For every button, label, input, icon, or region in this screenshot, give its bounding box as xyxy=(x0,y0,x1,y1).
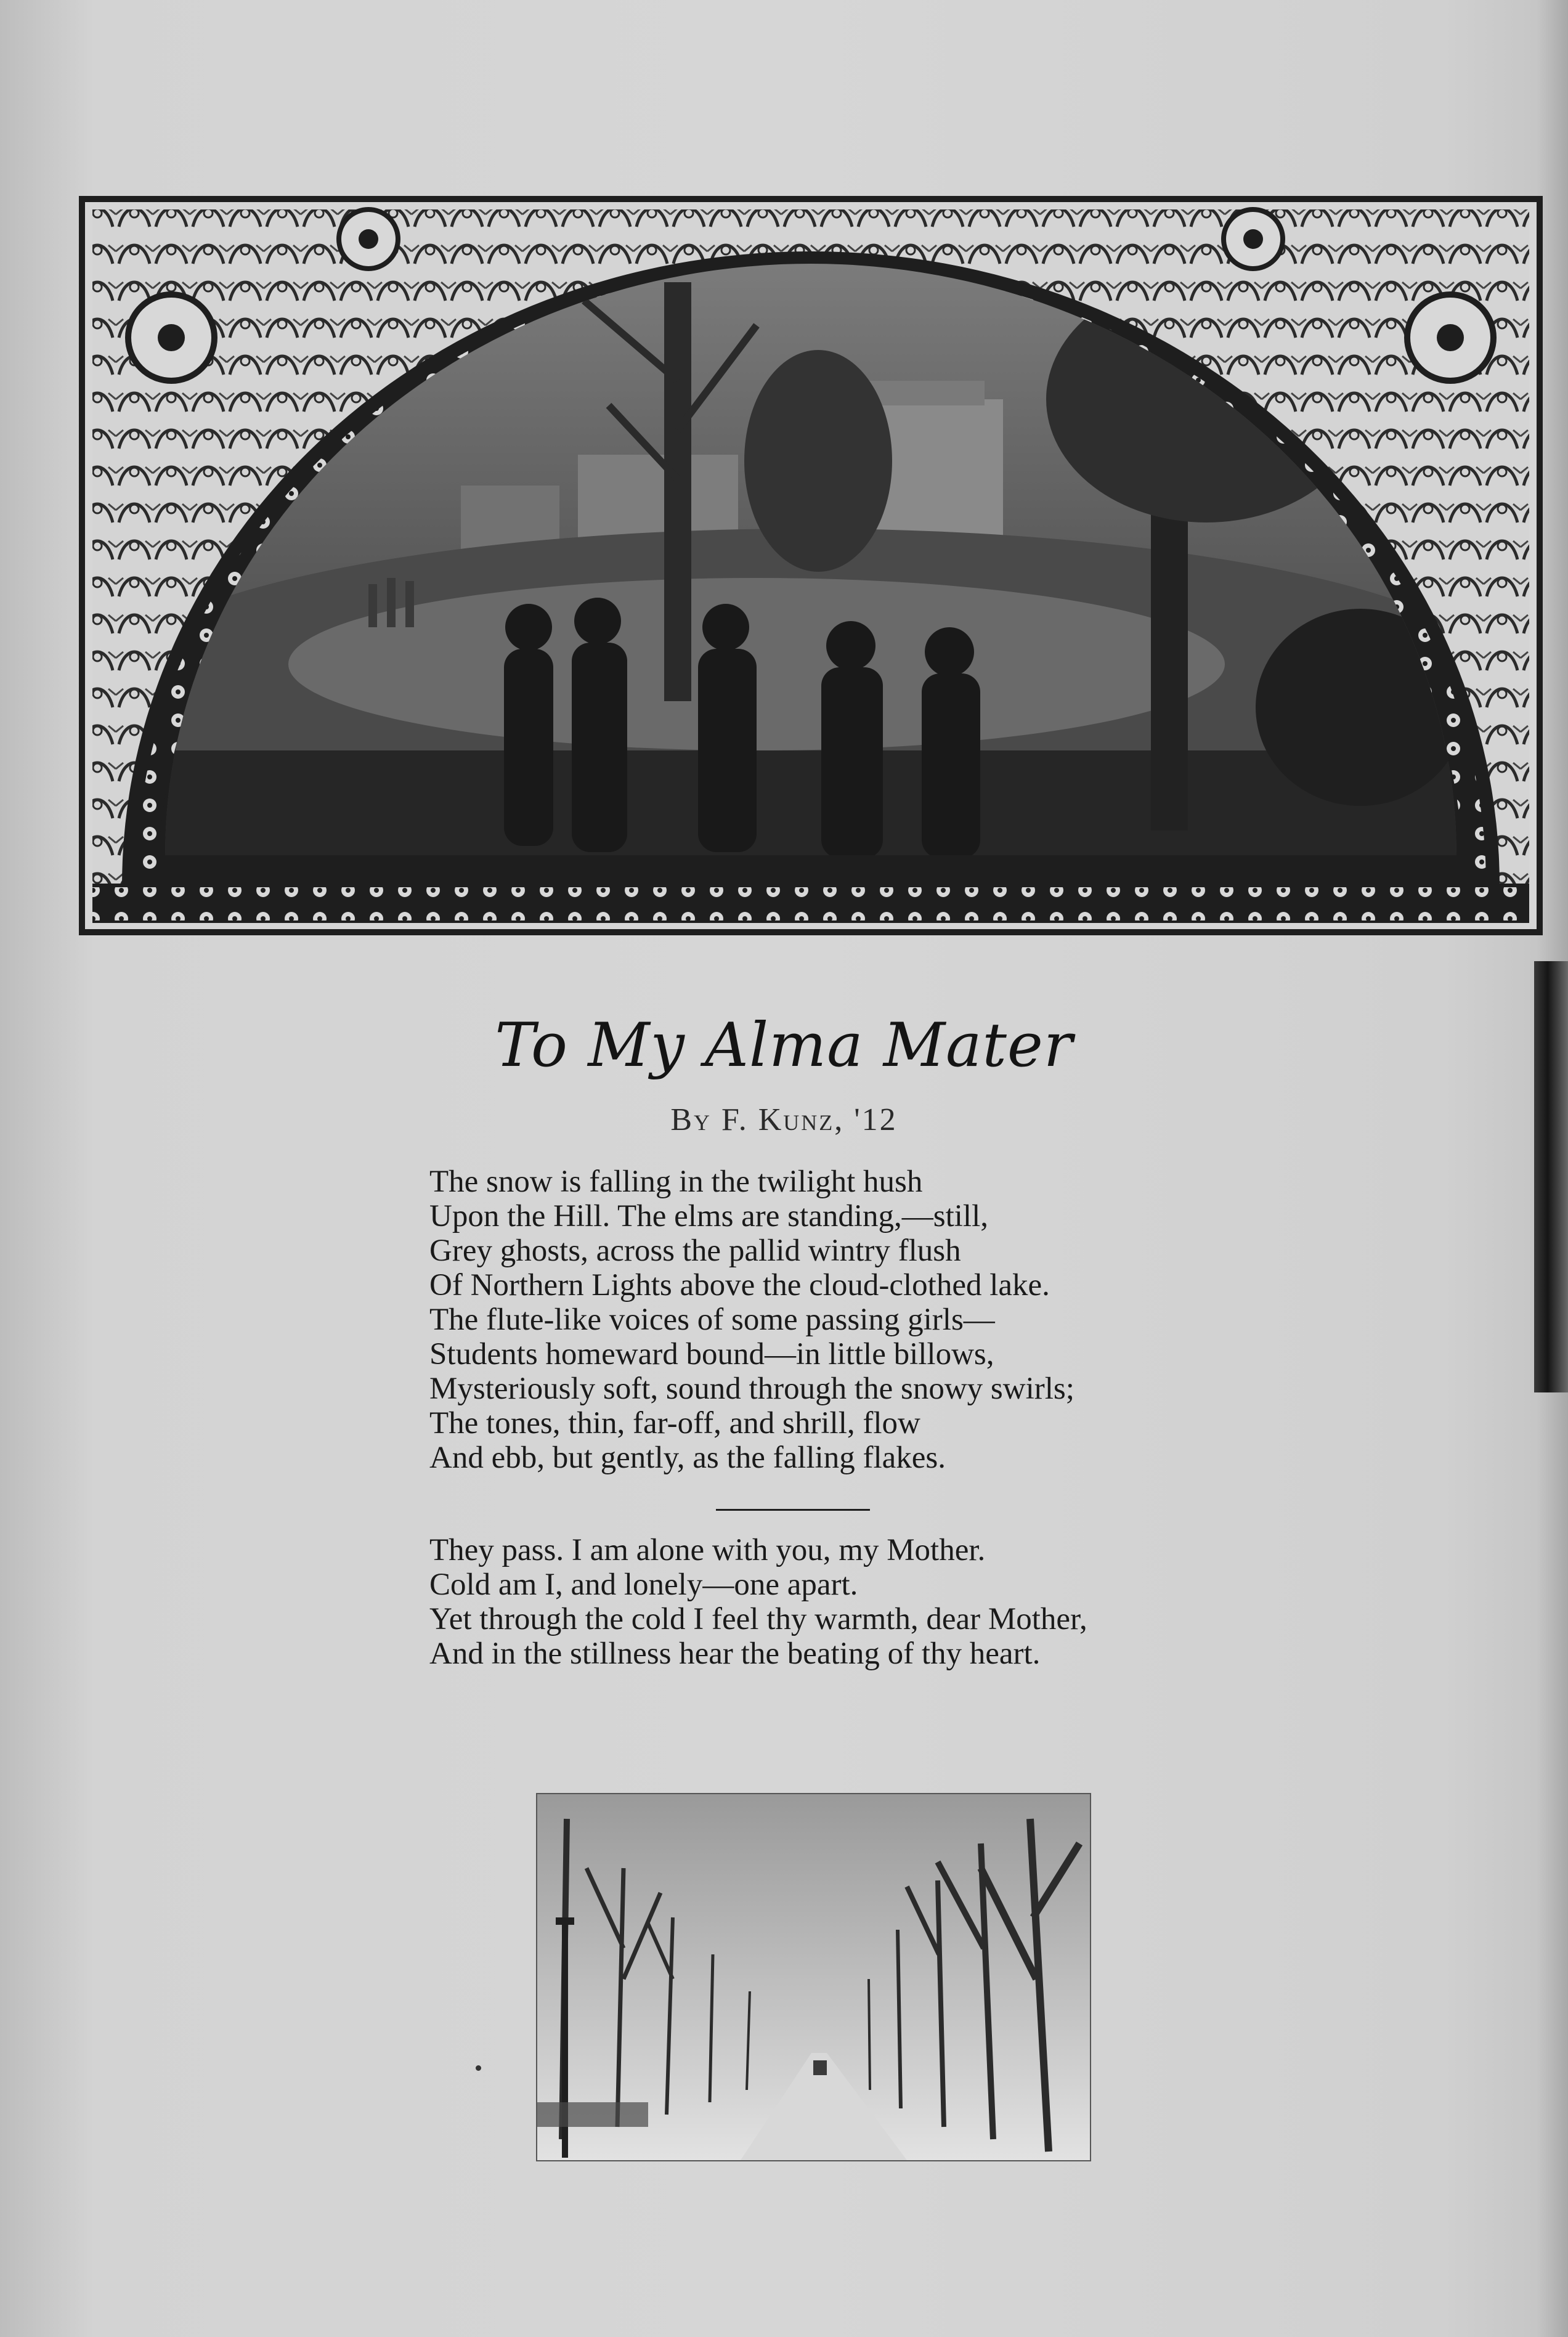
poem-title: To My Alma Mater xyxy=(495,1010,1073,1081)
poem-line: Cold am I, and lonely—one apart. xyxy=(429,1567,858,1602)
poem-line: Grey ghosts, across the pallid wintry flush xyxy=(429,1234,961,1268)
poem-line: The tones, thin, far-off, and shrill, flow xyxy=(429,1406,920,1441)
section-divider-rule xyxy=(716,1509,870,1511)
poem-line: And in the stillness hear the beating of thy heart. xyxy=(429,1636,1041,1671)
ornamental-headpiece-illustration xyxy=(79,196,1543,935)
poem-line: And ebb, but gently, as the falling flakes. xyxy=(429,1441,946,1475)
poem-line: They pass. I am alone with you, my Mother. xyxy=(429,1533,986,1567)
poem-stanza-2 xyxy=(429,1533,1087,1671)
poem-byline: By F. Kunz, '12 xyxy=(670,1102,898,1137)
poem-stanza-1 xyxy=(429,1164,1074,1475)
poem-line: Mysteriously soft, sound through the snowy swirls; xyxy=(429,1372,1074,1406)
snowy-avenue-photo xyxy=(536,1793,1091,2161)
poem-line: Yet through the cold I feel thy warmth, dear Mother, xyxy=(429,1602,1087,1636)
print-speck xyxy=(476,2065,481,2071)
poem-line: Students homeward bound—in little billows, xyxy=(429,1337,994,1372)
poem-line: Upon the Hill. The elms are standing,—still, xyxy=(429,1199,989,1234)
poem-line: The flute-like voices of some passing girls— xyxy=(429,1303,995,1337)
poem-line: The snow is falling in the twilight hush xyxy=(429,1164,923,1199)
poem-line: Of Northern Lights above the cloud-clothed lake. xyxy=(429,1268,1050,1303)
